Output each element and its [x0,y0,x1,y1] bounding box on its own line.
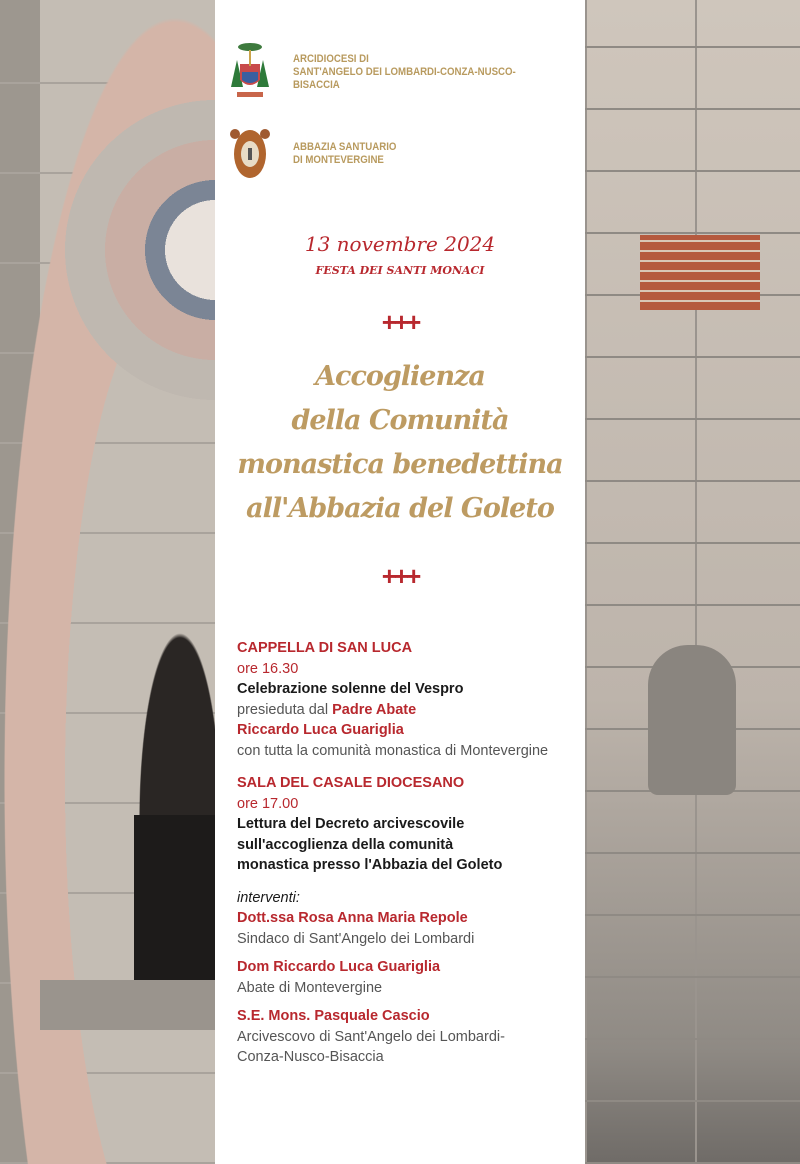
event-feast: FESTA DEI SANTI MONACI [315,264,485,277]
dark-window-opening [134,815,215,980]
org-archdiocese [227,42,585,102]
cross-separator-icon: +++ [381,307,419,337]
org1-line2: SANT'ANGELO DEI LOMBARDI-CONZA-NUSCO-BISACCIA [293,65,516,91]
abbey-coat-of-arms-icon [227,124,273,184]
cross-separator-icon: +++ [381,561,419,591]
stone-gargoyle [648,645,736,795]
speaker-role: Abate di Montevergine [237,979,383,996]
org2-line2: DI MONTEVERGINE [293,154,384,166]
speaker-name: Dott.ssa Rosa Anna Maria Repole [237,910,468,926]
title-line: Accoglienza [315,361,485,392]
speaker-role: Sindaco di Sant'Angelo dei Lombardi [237,930,475,947]
speakers-label: interventi: [237,889,300,906]
speaker-role: Arcivescovo di Sant'Angelo dei Lombardi-Conza-Nusco-Bisaccia [237,1028,505,1065]
program-place: SALA DEL CASALE DIOCESANO [237,775,465,791]
event-date: 13 novembre 2024 [304,232,496,256]
title-line: della Comunità [291,405,509,436]
program-time: ore 17.00 [237,795,299,812]
title-line: monastica benedettina [237,449,563,480]
program-title: sull'accoglienza della comunità [237,836,454,853]
org1-line1: ARCIDIOCESI DI [293,52,369,65]
org-abbey [227,124,411,184]
org2-line1: ABBAZIA SANTUARIO [293,141,397,153]
speaker-name: S.E. Mons. Pasquale Cascio [237,1008,430,1024]
program-pre: presieduta dal [237,701,333,718]
event-title [215,355,585,531]
program-highlight: Padre Abate [332,701,417,718]
program-title: monastica presso l'Abbazia del Goleto [237,857,503,873]
program-time: ore 16.30 [237,660,299,677]
program-place: CAPPELLA DI SAN LUCA [237,640,413,656]
brick-patch [640,235,760,310]
program-title: Celebrazione solenne del Vespro [237,681,464,697]
episcopal-coat-of-arms-icon [227,42,273,102]
title-line: all'Abbazia del Goleto [246,493,554,524]
stone-wall-right-photo [585,0,800,1164]
program [237,638,577,1068]
speaker-name: Dom Riccardo Luca Guariglia [237,959,441,975]
poster-panel [215,0,585,1164]
program-note: con tutta la comunità monastica di Montevergine [237,742,549,759]
program-highlight: Riccardo Luca Guariglia [237,722,404,738]
stone-ledge [40,980,215,1030]
program-title: Lettura del Decreto arcivescovile [237,816,465,832]
